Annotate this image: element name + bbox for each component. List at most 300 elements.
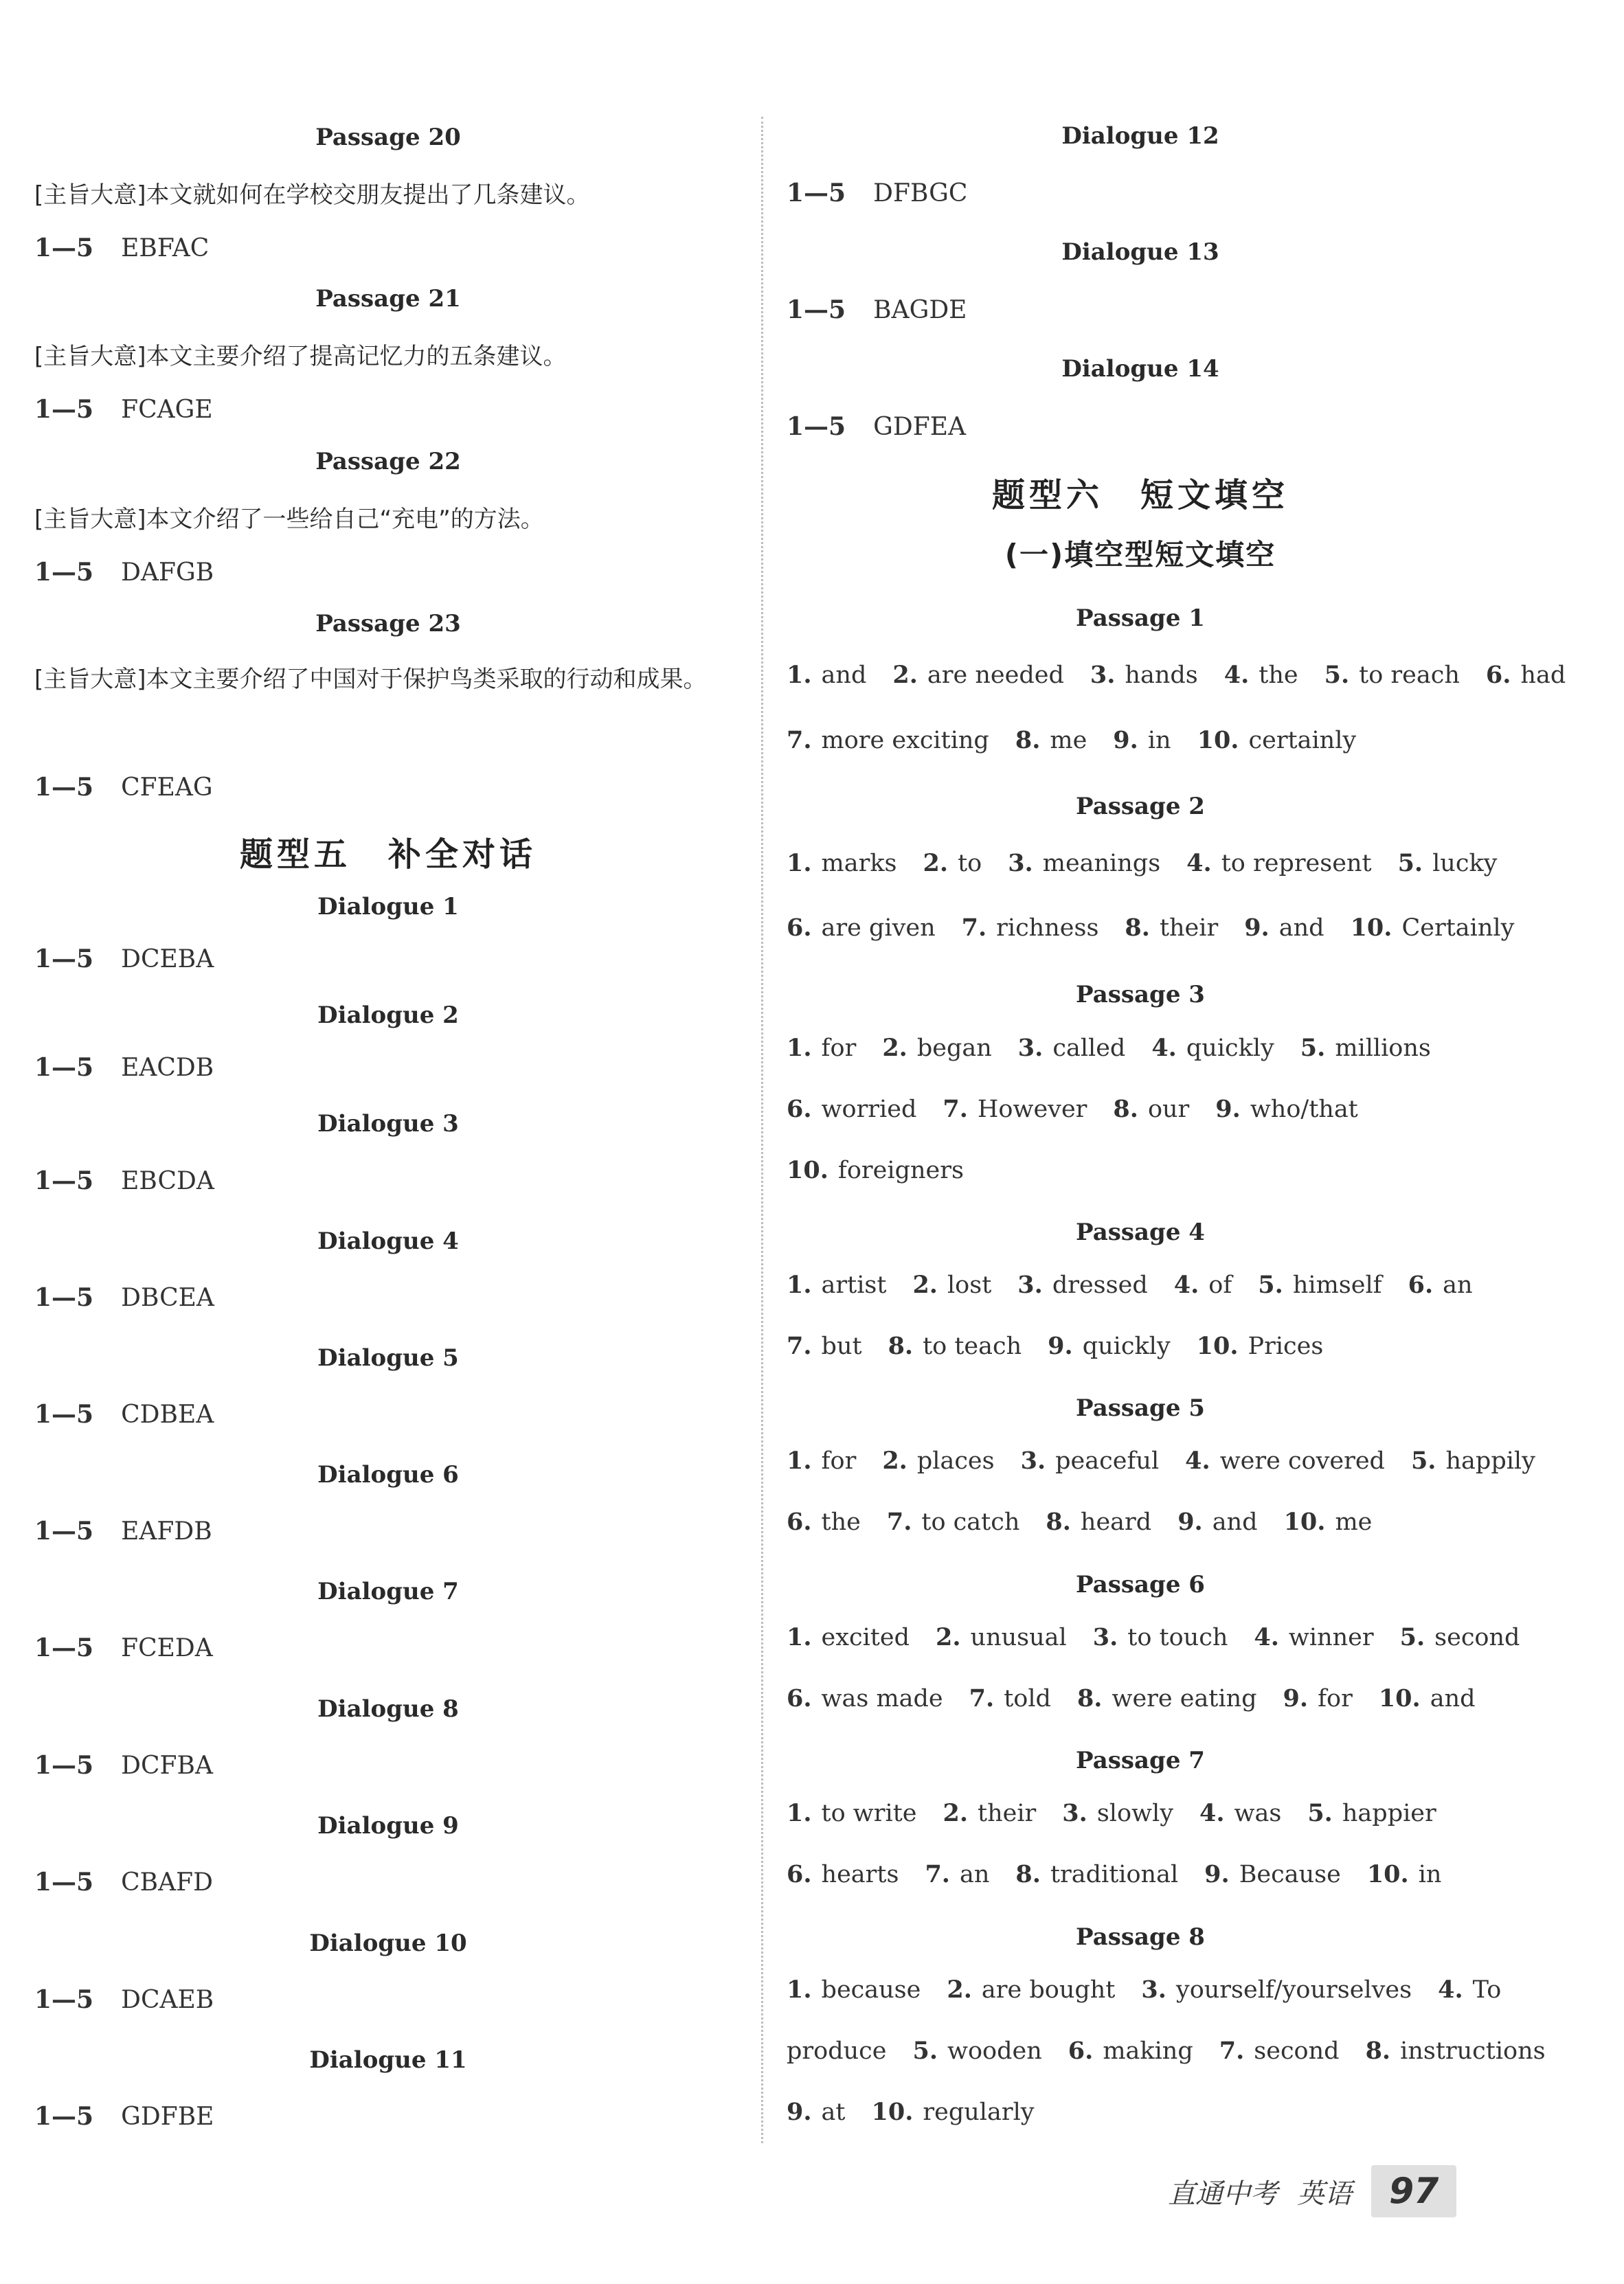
- fill-answer: [871, 2099, 1034, 2126]
- blank-word: Prices: [1248, 1333, 1324, 1360]
- answer-range: 1—5: [34, 1517, 94, 1546]
- fill-answer: [1351, 914, 1515, 942]
- blank-word: happier: [1342, 1800, 1436, 1827]
- fill-answer: [1379, 1685, 1476, 1712]
- answer-line: [34, 1985, 742, 2014]
- blank-word: are given: [821, 914, 936, 942]
- blank-number: 10.: [1366, 1860, 1409, 1888]
- fill-answer: [1215, 1096, 1357, 1123]
- answer-line: [787, 295, 1494, 324]
- fill-answer: [1244, 914, 1324, 942]
- blank-word: happily: [1445, 1447, 1535, 1475]
- blank-number: 3.: [1020, 1447, 1046, 1475]
- answer-line: [787, 412, 1494, 441]
- blank-number: 3.: [1092, 1623, 1118, 1651]
- fill-answer: [1204, 1861, 1341, 1888]
- fill-answer: [1068, 2037, 1193, 2065]
- answer-line: [34, 395, 742, 424]
- blank-word: of: [1208, 1271, 1232, 1299]
- blank-word: to represent: [1221, 850, 1372, 877]
- main-idea-summary: [主旨大意]本文介绍了一些给自己“充电”的方法。: [34, 506, 544, 533]
- blank-word: an: [959, 1861, 990, 1888]
- blank-number: 10.: [1196, 1332, 1239, 1360]
- answer-line: [34, 1283, 742, 1312]
- answer-range: 1—5: [34, 234, 94, 262]
- blank-word: peaceful: [1055, 1447, 1160, 1475]
- section-heading: Passage 1: [1076, 604, 1205, 632]
- blank-word: me: [1335, 1508, 1373, 1536]
- blank-word: were eating: [1112, 1685, 1257, 1712]
- blank-number: 1.: [787, 1034, 812, 1062]
- blank-word: worried: [821, 1096, 917, 1123]
- blank-word: was made: [821, 1685, 943, 1712]
- section-heading: Passage 2: [1076, 793, 1205, 820]
- blank-word: in: [1418, 1861, 1442, 1888]
- fill-answer: [1438, 1976, 1501, 2004]
- question-type-title: 题型五 补全对话: [239, 835, 537, 874]
- blank-number: 1.: [787, 1976, 812, 2004]
- blank-word: was: [1234, 1800, 1282, 1827]
- question-type-title: 题型六 短文填空: [991, 476, 1289, 515]
- blank-number: 1.: [787, 1799, 812, 1827]
- blank-word: at: [821, 2099, 846, 2126]
- blank-number: 4.: [1438, 1976, 1463, 2004]
- blank-word: because: [821, 1976, 921, 2004]
- answer-range: 1—5: [787, 412, 846, 441]
- blank-number: 6.: [1408, 1271, 1434, 1299]
- blank-number: 9.: [1048, 1332, 1073, 1360]
- page-number: 97: [1371, 2165, 1456, 2217]
- blank-word: quickly: [1082, 1333, 1171, 1360]
- blank-number: 7.: [886, 1508, 912, 1536]
- blank-number: 2.: [892, 661, 918, 689]
- fill-answer-line: [787, 1034, 1494, 1062]
- fill-answer: [892, 662, 1063, 689]
- blank-word: instructions: [1400, 2037, 1546, 2065]
- answer-line: [34, 234, 742, 262]
- fill-answer-line: [787, 1623, 1520, 1651]
- section-heading: Dialogue 8: [317, 1695, 459, 1723]
- section-heading: Passage 21: [315, 285, 461, 313]
- answer-line: [34, 558, 742, 587]
- blank-number: 5.: [912, 2037, 938, 2065]
- answer-range: 1—5: [34, 1400, 94, 1429]
- answer-range: 1—5: [34, 1053, 94, 1082]
- fill-answer-line: [787, 914, 1515, 942]
- fill-answer: [912, 2037, 1041, 2065]
- blank-word: and: [821, 662, 867, 689]
- blank-word: and: [1278, 914, 1324, 942]
- section-heading: Dialogue 7: [317, 1578, 459, 1605]
- blank-word: produce: [787, 2037, 887, 2065]
- fill-answer: [1400, 1624, 1520, 1651]
- blank-number: 9.: [1283, 1684, 1309, 1712]
- answer-range: 1—5: [34, 1633, 94, 1662]
- fill-answer: [787, 662, 866, 689]
- blank-word: hearts: [821, 1861, 899, 1888]
- answer-letters: EACDB: [121, 1054, 214, 1082]
- blank-number: 6.: [787, 914, 812, 942]
- answer-line: [34, 1053, 742, 1082]
- answer-line: [34, 1633, 742, 1662]
- answer-range: 1—5: [34, 1751, 94, 1780]
- blank-word: dressed: [1052, 1271, 1148, 1299]
- fill-answer-line: [787, 1156, 1494, 1184]
- blank-word: yourself/yourselves: [1175, 1976, 1412, 2004]
- answer-letters: CDBEA: [121, 1401, 214, 1429]
- answer-letters: DCEBA: [121, 945, 214, 973]
- fill-answer: [888, 1333, 1022, 1360]
- fill-answer: [787, 2099, 845, 2126]
- blank-word: certainly: [1248, 727, 1357, 754]
- blank-number: 3.: [1141, 1976, 1166, 2004]
- blank-number: 3.: [1017, 1034, 1044, 1062]
- answer-letters: DCAEB: [121, 1986, 214, 2014]
- fill-answer: [1017, 1271, 1147, 1299]
- blank-word: traditional: [1050, 1861, 1179, 1888]
- fill-answer: [1307, 1800, 1436, 1827]
- section-heading: Passage 22: [315, 448, 461, 475]
- section-heading: Dialogue 5: [317, 1344, 459, 1372]
- fill-answer: [787, 1271, 886, 1299]
- fill-answer: [1185, 1447, 1385, 1475]
- fill-answer: [787, 1624, 910, 1651]
- blank-word: are needed: [927, 662, 1064, 689]
- section-heading: Passage 7: [1076, 1747, 1205, 1774]
- blank-number: 3.: [1017, 1271, 1043, 1299]
- answer-letters: EBFAC: [121, 234, 210, 262]
- blank-number: 2.: [935, 1623, 961, 1651]
- answer-line: [34, 945, 742, 973]
- blank-number: 6.: [787, 1095, 812, 1123]
- blank-number: 4.: [1223, 661, 1250, 689]
- section-heading: Passage 20: [315, 124, 461, 151]
- fill-answer: [787, 850, 897, 877]
- section-heading: Passage 8: [1076, 1923, 1205, 1951]
- blank-word: hands: [1125, 662, 1198, 689]
- fill-answer: [1219, 2037, 1340, 2065]
- blank-number: 8.: [1113, 1095, 1138, 1123]
- blank-number: 2.: [923, 849, 949, 877]
- section-heading: Dialogue 11: [309, 2046, 467, 2074]
- blank-number: 6.: [787, 1508, 812, 1536]
- blank-number: 8.: [888, 1332, 914, 1360]
- answer-line: [787, 179, 1494, 207]
- blank-number: 9.: [1177, 1508, 1203, 1536]
- blank-number: 8.: [1125, 914, 1150, 942]
- answer-range: 1—5: [34, 1166, 94, 1195]
- blank-word: himself: [1292, 1271, 1382, 1299]
- blank-number: 4.: [1186, 849, 1212, 877]
- fill-answer: [787, 914, 936, 942]
- section-heading: Dialogue 13: [1061, 238, 1219, 266]
- fill-answer: [1113, 727, 1171, 754]
- blank-number: 4.: [1199, 1799, 1225, 1827]
- fill-answer: [787, 1096, 916, 1123]
- blank-number: 10.: [1197, 726, 1239, 754]
- blank-word: artist: [821, 1271, 887, 1299]
- blank-word: meanings: [1042, 850, 1161, 877]
- fill-answer: [1077, 1685, 1257, 1712]
- blank-word: their: [1159, 914, 1219, 942]
- blank-word: to: [958, 850, 982, 877]
- page-footer: [1168, 2157, 1456, 2226]
- fill-answer-line: [787, 661, 1566, 689]
- blank-number: 10.: [1350, 914, 1392, 942]
- fill-answer: [943, 1800, 1036, 1827]
- blank-number: 2.: [912, 1271, 938, 1299]
- blank-word: marks: [821, 850, 897, 877]
- fill-answer: [1258, 1271, 1381, 1299]
- fill-answer: [1224, 662, 1298, 689]
- blank-number: 4.: [1151, 1034, 1177, 1062]
- answer-line: [34, 1400, 742, 1429]
- fill-answer: [1177, 1508, 1257, 1536]
- answer-range: 1—5: [34, 1868, 94, 1897]
- fill-answer: [787, 1034, 856, 1062]
- blank-word: the: [821, 1508, 861, 1536]
- blank-word: Certainly: [1401, 914, 1515, 942]
- answer-line: [34, 1166, 742, 1195]
- blank-number: 1.: [787, 1623, 812, 1651]
- blank-number: 4.: [1173, 1271, 1199, 1299]
- answer-letters: DFBGC: [873, 179, 968, 207]
- blank-number: 5.: [1258, 1271, 1283, 1299]
- main-idea-summary: [主旨大意]本文主要介绍了中国对于保护鸟类采取的行动和成果。: [34, 666, 707, 693]
- blank-word: excited: [821, 1624, 910, 1651]
- answer-range: 1—5: [34, 395, 94, 424]
- subject-label: 英语: [1297, 2178, 1352, 2210]
- fill-answer: [882, 1447, 994, 1475]
- fill-answer: [787, 1447, 856, 1475]
- blank-word: regularly: [923, 2099, 1035, 2126]
- blank-number: 1.: [787, 661, 812, 689]
- fill-answer: [787, 1800, 916, 1827]
- fill-answer-line: [787, 1799, 1494, 1827]
- blank-word: lost: [947, 1271, 992, 1299]
- fill-answer-line: [787, 1095, 1494, 1123]
- answer-letters: BAGDE: [873, 296, 967, 324]
- fill-answer: [882, 1034, 991, 1062]
- blank-number: 7.: [969, 1684, 995, 1712]
- blank-word: second: [1434, 1624, 1520, 1651]
- blank-number: 8.: [1365, 2037, 1391, 2065]
- fill-answer: [1199, 1800, 1281, 1827]
- blank-word: to teach: [923, 1333, 1022, 1360]
- section-heading: Dialogue 1: [317, 893, 459, 920]
- blank-word: slowly: [1096, 1800, 1173, 1827]
- fill-answer: [1048, 1333, 1170, 1360]
- answer-letters: DBCEA: [121, 1284, 214, 1312]
- blank-word: wooden: [947, 2037, 1042, 2065]
- blank-word: called: [1052, 1034, 1126, 1062]
- answer-line: [34, 1751, 742, 1780]
- blank-word: told: [1004, 1685, 1051, 1712]
- blank-word: for: [821, 1034, 857, 1062]
- blank-number: 10.: [1283, 1508, 1326, 1536]
- blank-number: 8.: [1015, 1860, 1041, 1888]
- blank-word: who/that: [1250, 1096, 1358, 1123]
- blank-word: However: [977, 1096, 1087, 1123]
- fill-answer-line: [787, 1332, 1494, 1360]
- fill-answer: [1197, 1333, 1324, 1360]
- fill-answer: [1300, 1034, 1431, 1062]
- blank-number: 7.: [1219, 2037, 1245, 2065]
- fill-answer: [1141, 1976, 1412, 2004]
- blank-number: 10.: [787, 1156, 828, 1184]
- fill-answer-line: [787, 1447, 1535, 1475]
- fill-answer: [787, 1333, 862, 1360]
- blank-word: to catch: [921, 1508, 1020, 1536]
- answer-letters: CFEAG: [121, 773, 213, 802]
- blank-word: our: [1147, 1096, 1190, 1123]
- blank-word: unusual: [970, 1624, 1067, 1651]
- fill-answer: [1015, 727, 1087, 754]
- fill-answer: [1324, 662, 1460, 689]
- answer-range: 1—5: [34, 773, 94, 802]
- fill-answer: [969, 1685, 1051, 1712]
- fill-answer: [787, 1157, 964, 1184]
- blank-number: 8.: [1015, 726, 1041, 754]
- fill-answer: [1021, 1447, 1160, 1475]
- fill-answer: [787, 2037, 886, 2065]
- blank-number: 5.: [1324, 661, 1350, 689]
- answer-letters: CBAFD: [121, 1868, 213, 1897]
- blank-number: 9.: [1113, 726, 1138, 754]
- blank-word: for: [1318, 1685, 1353, 1712]
- blank-number: 4.: [1254, 1623, 1279, 1651]
- blank-word: places: [916, 1447, 995, 1475]
- blank-number: 1.: [787, 849, 812, 877]
- blank-number: 2.: [882, 1447, 907, 1475]
- fill-answer-line: [787, 1684, 1494, 1712]
- fill-answer: [1197, 727, 1357, 754]
- answer-line: [34, 1517, 742, 1546]
- answer-line: [34, 2102, 742, 2131]
- blank-word: the: [1259, 662, 1298, 689]
- answer-line: [34, 773, 742, 802]
- blank-word: and: [1430, 1685, 1476, 1712]
- blank-number: 5.: [1307, 1799, 1333, 1827]
- blank-word: second: [1254, 2037, 1340, 2065]
- fill-answer: [787, 1508, 861, 1536]
- fill-answer: [1151, 1034, 1274, 1062]
- fill-answer: [787, 1685, 943, 1712]
- main-idea-summary: [主旨大意]本文就如何在学校交朋友提出了几条建议。: [34, 181, 590, 209]
- answer-letters: FCEDA: [121, 1634, 213, 1662]
- blank-word: foreigners: [837, 1157, 964, 1184]
- section-heading: Dialogue 10: [309, 1930, 467, 1957]
- blank-word: their: [978, 1800, 1037, 1827]
- blank-word: millions: [1335, 1034, 1431, 1062]
- section-heading: Dialogue 9: [317, 1812, 459, 1840]
- fill-answer: [887, 1508, 1020, 1536]
- blank-number: 6.: [1068, 2037, 1094, 2065]
- blank-number: 2.: [947, 1976, 972, 2004]
- blank-number: 4.: [1185, 1447, 1210, 1475]
- blank-number: 10.: [871, 2098, 914, 2126]
- blank-number: 1.: [787, 1271, 812, 1299]
- blank-word: Because: [1239, 1861, 1341, 1888]
- fill-answer: [1062, 1800, 1173, 1827]
- blank-number: 6.: [787, 1684, 812, 1712]
- fill-answer: [787, 1861, 899, 1888]
- blank-number: 3.: [1090, 661, 1116, 689]
- fill-answer: [1408, 1271, 1473, 1299]
- blank-number: 9.: [1215, 1095, 1241, 1123]
- answer-letters: GDFEA: [873, 413, 966, 441]
- blank-word: To: [1472, 1976, 1502, 2004]
- blank-word: but: [821, 1333, 862, 1360]
- fill-answer: [1366, 2037, 1546, 2065]
- blank-word: heard: [1080, 1508, 1152, 1536]
- blank-word: quickly: [1186, 1034, 1274, 1062]
- fill-answer: [787, 1976, 921, 2004]
- section-heading: Passage 23: [315, 610, 461, 637]
- fill-answer: [1174, 1271, 1232, 1299]
- section-heading: Passage 3: [1076, 981, 1205, 1008]
- blank-word: making: [1103, 2037, 1193, 2065]
- blank-number: 5.: [1399, 1623, 1425, 1651]
- answer-range: 1—5: [34, 1283, 94, 1312]
- fill-answer: [1125, 914, 1218, 942]
- fill-answer: [912, 1271, 991, 1299]
- fill-answer: [1486, 662, 1566, 689]
- blank-number: 7.: [961, 914, 987, 942]
- blank-word: richness: [996, 914, 1099, 942]
- blank-word: were covered: [1219, 1447, 1385, 1475]
- answer-range: 1—5: [34, 1985, 94, 2014]
- fill-answer: [1113, 1096, 1189, 1123]
- section-heading: Dialogue 4: [317, 1228, 459, 1255]
- blank-word: to touch: [1127, 1624, 1228, 1651]
- fill-answer: [1008, 850, 1160, 877]
- answer-letters: DCFBA: [121, 1752, 213, 1780]
- blank-number: 6.: [1485, 661, 1511, 689]
- answer-letters: FCAGE: [121, 396, 213, 424]
- fill-answer-line: [787, 1508, 1494, 1536]
- blank-number: 8.: [1076, 1684, 1103, 1712]
- fill-answer: [943, 1096, 1087, 1123]
- fill-answer: [1254, 1624, 1373, 1651]
- fill-answer-line: [787, 1271, 1494, 1299]
- blank-word: an: [1443, 1271, 1473, 1299]
- section-heading: Dialogue 14: [1061, 355, 1219, 383]
- blank-number: 5.: [1397, 849, 1423, 877]
- blank-word: began: [916, 1034, 992, 1062]
- answer-letters: DAFGB: [121, 558, 214, 587]
- blank-word: for: [821, 1447, 857, 1475]
- fill-answer: [1046, 1508, 1151, 1536]
- fill-answer: [1018, 1034, 1126, 1062]
- subsection-title: (一)填空型短文填空: [1004, 538, 1276, 572]
- blank-word: winner: [1288, 1624, 1374, 1651]
- fill-answer-line: [787, 1860, 1494, 1888]
- column-divider: [761, 117, 763, 2143]
- answer-range: 1—5: [787, 295, 846, 324]
- fill-answer-line: [787, 1976, 1502, 2004]
- fill-answer: [1411, 1447, 1535, 1475]
- blank-word: me: [1050, 727, 1087, 754]
- blank-word: had: [1520, 662, 1566, 689]
- answer-letters: EAFDB: [121, 1517, 212, 1546]
- fill-answer: [1284, 1508, 1373, 1536]
- blank-number: 3.: [1008, 849, 1033, 877]
- answer-range: 1—5: [34, 945, 94, 973]
- fill-answer: [936, 1624, 1067, 1651]
- section-heading: Dialogue 3: [317, 1110, 459, 1138]
- blank-number: 1.: [787, 1447, 812, 1475]
